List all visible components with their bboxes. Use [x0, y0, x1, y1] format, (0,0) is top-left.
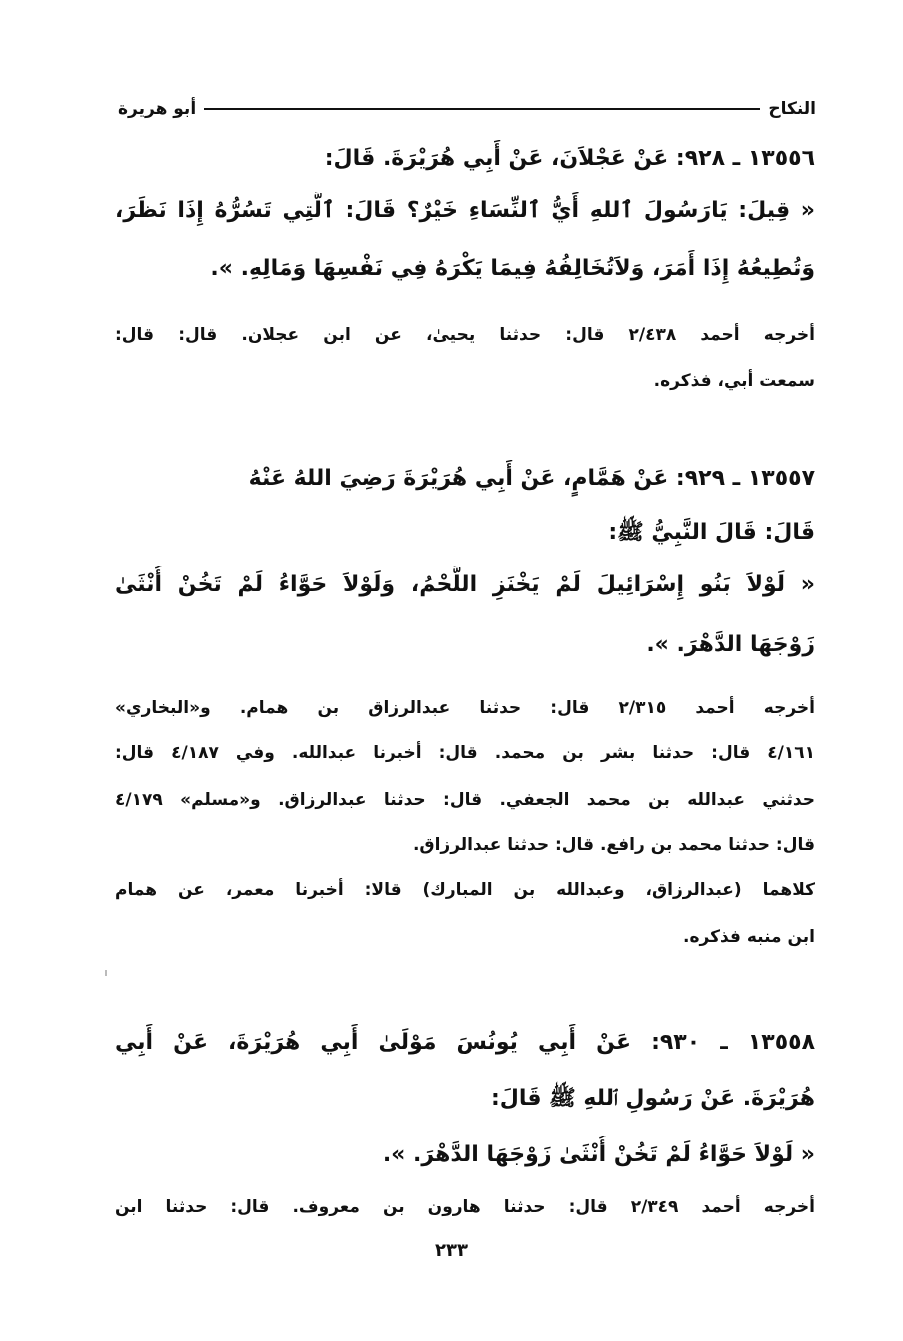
chapter-title: النكاح	[768, 99, 816, 119]
hadith-line: « لَوْلاَ بَنُو إِسْرَائِيلَ لَمْ يَخْنَزِ اللَّحْمُ، وَلَوْلاَ حَوَّاءُ لَمْ تَخُنْ أُنْثَىٰ	[115, 572, 815, 597]
source-note-line: أخرجه أحمد ٢/٣١٥ قال: حدثنا عبدالرزاق بن همام. و«البخاري»	[115, 698, 815, 718]
source-note-line: كلاهما (عبدالرزاق، وعبدالله بن المبارك) قالا: أخبرنا معمر، عن همام	[115, 880, 815, 900]
hadith-line: زَوْجَهَا الدَّهْرَ. ».	[646, 632, 815, 657]
source-note-line: أخرجه أحمد ٢/٣٤٩ قال: حدثنا هارون بن معروف. قال: حدثنا ابن	[115, 1197, 815, 1217]
source-note-line: سمعت أبي، فذكره.	[653, 371, 815, 391]
hadith-line: هُرَيْرَةَ. عَنْ رَسُولِ ٱللهِ ﷺ قَالَ:	[490, 1086, 815, 1111]
running-header	[118, 92, 816, 126]
source-note-line: ٤/١٦١ قال: حدثنا بشر بن محمد. قال: أخبرنا عبدالله. وفي ٤/١٨٧ قال:	[115, 743, 815, 763]
hadith-line: قَالَ: قَالَ النَّبِيُّ ﷺ:	[608, 520, 815, 545]
hadith-line: « قِيلَ: يَارَسُولَ ٱللهِ أَيُّ ٱلنِّسَاءِ خَيْرٌ؟ قَالَ: ٱلَّتِي تَسُرُّهُ إِذَا نَظَرَ،	[115, 198, 815, 223]
hadith-line: ١٣٥٥٦ ـ ٩٢٨: عَنْ عَجْلاَنَ، عَنْ أَبِي هُرَيْرَةَ. قَالَ:	[324, 146, 815, 171]
header-rule	[204, 108, 760, 110]
hadith-line: وَتُطِيعُهُ إِذَا أَمَرَ، وَلاَتُخَالِفُهُ فِيمَا يَكْرَهُ فِي نَفْسِهَا وَمَالِهِ. ».	[210, 256, 815, 281]
page-number: ٢٣٣	[435, 1240, 468, 1261]
narrator-title: أبو هريرة	[118, 99, 197, 119]
hadith-line: « لَوْلاَ حَوَّاءُ لَمْ تَخُنْ أُنْثَىٰ زَوْجَهَا الدَّهْرَ. ».	[382, 1142, 815, 1167]
source-note-line: قال: حدثنا محمد بن رافع. قال: حدثنا عبدالرزاق.	[412, 835, 815, 855]
source-note-line: ابن منبه فذكره.	[683, 927, 815, 947]
source-note-line: أخرجه أحمد ٢/٤٣٨ قال: حدثنا يحيىٰ، عن ابن عجلان. قال: قال:	[115, 325, 815, 345]
scan-speck	[105, 970, 107, 976]
hadith-line: ١٣٥٥٨ ـ ٩٣٠: عَنْ أَبِي يُونُسَ مَوْلَىٰ أَبِي هُرَيْرَةَ، عَنْ أَبِي	[115, 1030, 815, 1055]
source-note-line: حدثني عبدالله بن محمد الجعفي. قال: حدثنا عبدالرزاق. و«مسلم» ٤/١٧٩	[115, 790, 815, 810]
hadith-line: ١٣٥٥٧ ـ ٩٢٩: عَنْ هَمَّامٍ، عَنْ أَبِي هُرَيْرَةَ رَضِيَ اللهُ عَنْهُ	[248, 466, 815, 491]
